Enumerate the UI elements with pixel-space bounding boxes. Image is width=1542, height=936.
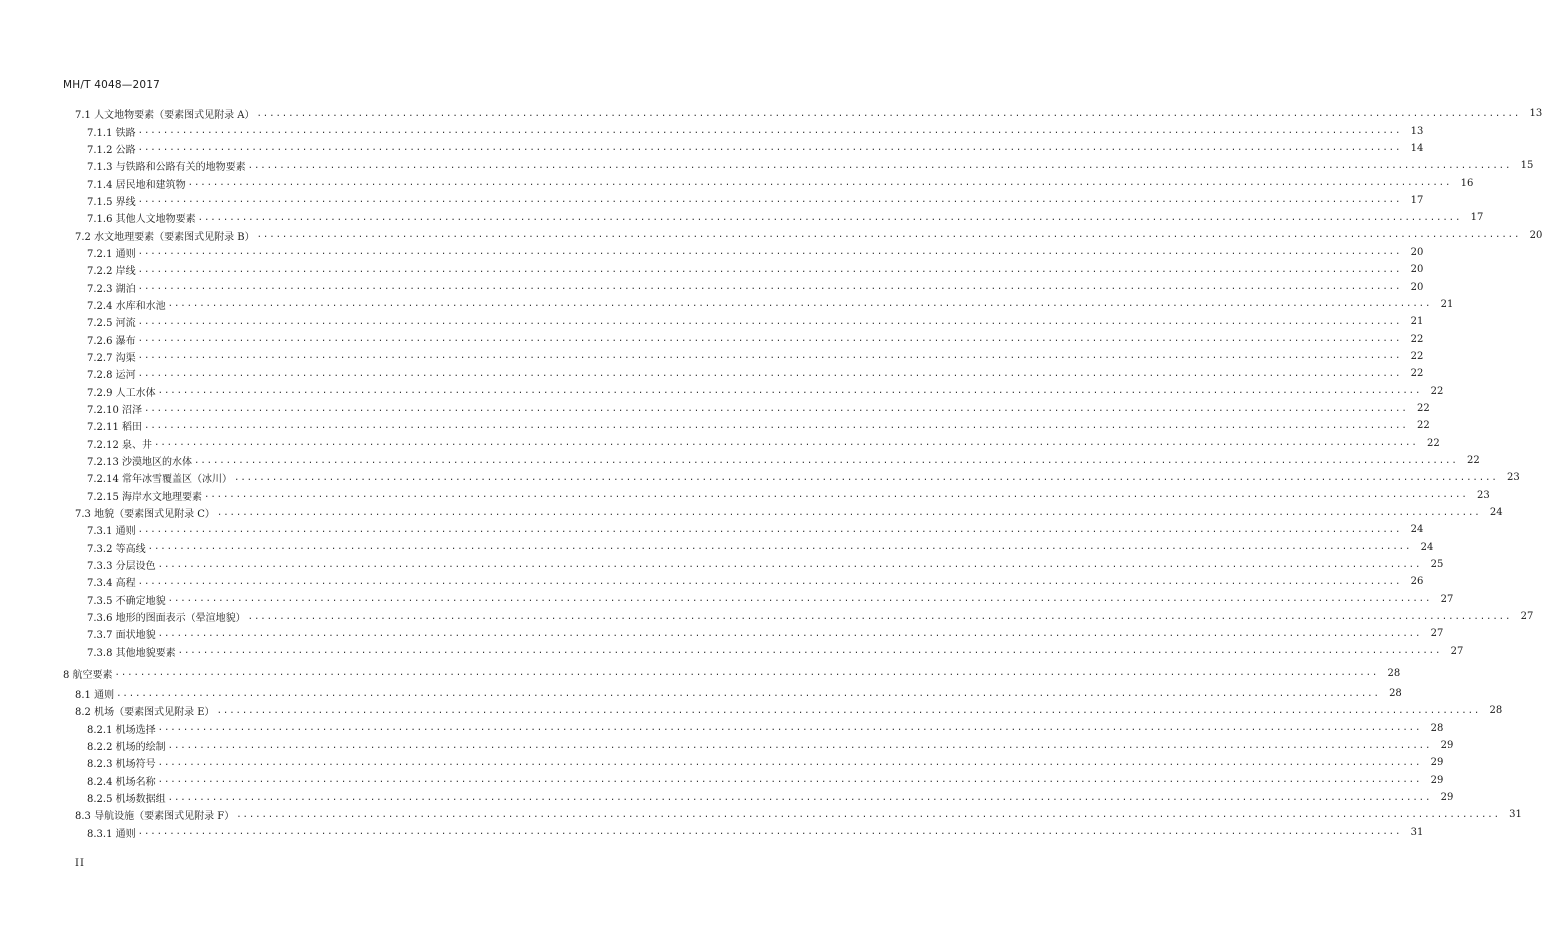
toc-entry-page: 16 [1460,177,1474,189]
toc-entry-title: 8 航空要素 [63,666,115,681]
toc-entry[interactable] [0,261,1424,278]
toc-entry-title: 7.2.6 瀑布 [87,332,138,347]
toc-entry[interactable] [0,400,1430,417]
toc-entry[interactable] [0,278,1424,295]
toc-entry[interactable] [0,105,1542,122]
table-of-contents [0,105,1542,841]
toc-entry-title: 7.3.6 地形的图面表示（晕渲地貌） [87,609,248,624]
toc-entry-title: 7.2.3 湖泊 [87,280,138,295]
toc-entry-page: 22 [1430,385,1444,397]
toc-entry[interactable] [0,789,1454,806]
toc-entry-title: 7.3.5 不确定地貌 [87,592,168,607]
toc-entry[interactable] [0,383,1444,400]
toc-entry-title: 7.2.15 海岸水文地理要素 [87,488,204,503]
toc-dot-leader: ........................................................................................................................................................................................................ [204,490,1468,501]
toc-entry-title: 8.2 机场（要素图式见附录 E） [75,703,217,718]
toc-entry-page: 29 [1440,792,1454,804]
toc-dot-leader: ........................................................................................................................................................................................................ [167,594,1432,605]
toc-dot-leader: ........................................................................................................................................................................................................ [236,809,1500,820]
toc-entry-page: 28 [1489,705,1503,717]
toc-entry-title: 7.2.5 河流 [87,314,138,329]
toc-entry[interactable] [0,330,1424,347]
toc-entry-page: 25 [1430,559,1444,571]
toc-dot-leader: ........................................................................................................................................................................................................ [194,455,1458,466]
toc-entry-title: 7.3.4 高程 [87,574,138,589]
toc-entry-page: 31 [1509,809,1522,821]
toc-dot-leader: ........................................................................................................................................................................................................ [157,723,1422,734]
toc-entry-title: 8.2.3 机场符号 [87,755,158,770]
toc-entry-title: 7.3 地貌（要素图式见附录 C） [75,505,217,520]
toc-entry-page: 22 [1426,437,1440,449]
toc-dot-leader: ........................................................................................................................................................................................................ [137,827,1402,838]
toc-entry-page: 28 [1430,722,1444,734]
toc-entry-title: 7.2.12 泉、井 [87,436,154,451]
toc-entry-page: 31 [1410,826,1424,838]
toc-dot-leader: ........................................................................................................................................................................................................ [256,230,1521,241]
toc-entry-title: 7.2.2 岸线 [87,262,138,277]
toc-entry-title: 7.3.3 分层设色 [87,557,158,572]
toc-entry-title: 7.2 水文地理要素（要素图式见附录 B） [75,228,257,243]
toc-dot-leader: ........................................................................................................................................................................................................ [114,668,1379,679]
toc-dot-leader: ........................................................................................................................................................................................................ [157,386,1422,397]
toc-entry-page: 21 [1410,316,1424,328]
toc-entry-title: 7.3.1 通则 [87,522,138,537]
toc-entry-title: 7.2.7 沟渠 [87,349,138,364]
toc-entry[interactable] [0,665,1401,682]
toc-entry[interactable] [0,720,1444,737]
toc-entry-page: 13 [1529,108,1542,120]
toc-entry-page: 20 [1410,281,1424,293]
toc-dot-leader: ........................................................................................................................................................................................................ [247,160,1512,171]
toc-dot-leader: ........................................................................................................................................................................................................ [157,775,1422,786]
toc-entry[interactable] [0,452,1480,469]
document-id: MH/T 4048—2017 [63,79,160,91]
toc-dot-leader: ........................................................................................................................................................................................................ [247,611,1512,622]
toc-entry-page: 27 [1520,611,1534,623]
toc-dot-leader: ........................................................................................................................................................................................................ [167,299,1432,310]
toc-entry-page: 26 [1410,576,1424,588]
toc-entry-title: 8.2.1 机场选择 [87,721,158,736]
toc-entry-title: 7.2.11 稻田 [87,418,144,433]
toc-entry[interactable] [0,556,1444,573]
toc-entry[interactable] [0,296,1454,313]
toc-dot-leader: ........................................................................................................................................................................................................ [256,108,1521,119]
toc-entry[interactable] [0,209,1484,226]
toc-entry[interactable] [0,313,1424,330]
toc-entry[interactable] [0,174,1474,191]
toc-entry-page: 28 [1387,667,1401,679]
toc-entry-title: 7.1.3 与铁路和公路有关的地物要素 [87,158,248,173]
toc-dot-leader: ........................................................................................................................................................................................................ [137,351,1402,362]
toc-entry-title: 7.2.14 常年冰雪覆盖区（冰川） [87,470,234,485]
toc-entry[interactable] [0,417,1430,434]
toc-entry-page: 20 [1410,264,1424,276]
toc-entry-page: 29 [1430,757,1444,769]
toc-entry-title: 7.2.8 运河 [87,366,138,381]
toc-dot-leader: ........................................................................................................................................................................................................ [187,178,1452,189]
toc-entry[interactable] [0,157,1534,174]
toc-entry-page: 22 [1416,420,1430,432]
toc-entry-title: 7.2.9 人工水体 [87,384,158,399]
toc-entry-page: 23 [1476,489,1490,501]
toc-dot-leader: ........................................................................................................................................................................................................ [137,334,1402,345]
toc-dot-leader: ........................................................................................................................................................................................................ [137,143,1402,154]
toc-entry-page: 27 [1450,645,1464,657]
toc-dot-leader: ........................................................................................................................................................................................................ [144,420,1408,431]
toc-entry-page: 28 [1389,688,1402,700]
toc-entry-page: 22 [1410,333,1424,345]
toc-dot-leader: ........................................................................................................................................................................................................ [144,403,1408,414]
toc-entry[interactable] [0,539,1434,556]
toc-entry-page: 24 [1489,507,1503,519]
toc-entry[interactable] [0,122,1424,139]
toc-dot-leader: ........................................................................................................................................................................................................ [167,740,1432,751]
toc-entry-page: 24 [1420,541,1434,553]
toc-entry-page: 17 [1410,194,1424,206]
toc-entry[interactable] [0,348,1424,365]
toc-entry[interactable] [0,435,1440,452]
toc-entry-page: 29 [1430,774,1444,786]
toc-entry-title: 7.3.8 其他地貌要素 [87,644,178,659]
toc-entry-title: 8.3.1 通则 [87,825,138,840]
toc-dot-leader: ........................................................................................................................................................................................................ [137,316,1402,327]
toc-entry[interactable] [0,521,1424,538]
toc-entry-title: 7.1.4 居民地和建筑物 [87,176,188,191]
toc-entry[interactable] [0,573,1424,590]
toc-entry[interactable] [0,685,1402,702]
toc-entry[interactable] [0,226,1542,243]
toc-entry-page: 22 [1410,368,1424,380]
toc-entry-title: 7.3.2 等高线 [87,540,148,555]
toc-entry[interactable] [0,591,1454,608]
toc-entry-page: 21 [1440,298,1454,310]
toc-entry-page: 20 [1410,246,1424,258]
toc-entry[interactable] [0,737,1454,754]
toc-dot-leader: ........................................................................................................................................................................................................ [216,507,1481,518]
toc-entry[interactable] [0,625,1444,642]
toc-entry-title: 8.3 导航设施（要素图式见附录 F） [75,807,236,822]
toc-entry-page: 23 [1506,472,1520,484]
toc-entry-page: 24 [1410,524,1424,536]
toc-entry-title: 7.2.10 沼泽 [87,401,144,416]
toc-dot-leader: ........................................................................................................................................................................................................ [137,195,1402,206]
toc-entry[interactable] [0,702,1503,719]
toc-entry-title: 8.1 通则 [75,686,116,701]
toc-entry[interactable] [0,824,1424,841]
toc-entry-page: 15 [1520,160,1534,172]
toc-dot-leader: ........................................................................................................................................................................................................ [157,559,1422,570]
toc-dot-leader: ........................................................................................................................................................................................................ [116,688,1380,699]
toc-dot-leader: ........................................................................................................................................................................................................ [137,576,1402,587]
toc-entry-title: 7.1 人文地物要素（要素图式见附录 A） [75,106,256,121]
toc-dot-leader: ........................................................................................................................................................................................................ [157,757,1422,768]
toc-entry-title: 7.1.2 公路 [87,141,138,156]
toc-entry-page: 14 [1410,142,1424,154]
toc-dot-leader: ........................................................................................................................................................................................................ [157,628,1422,639]
toc-entry-page: 27 [1430,628,1444,640]
toc-dot-leader: ........................................................................................................................................................................................................ [137,282,1402,293]
toc-entry-page: 22 [1410,350,1424,362]
toc-entry[interactable] [0,244,1424,261]
toc-entry-title: 7.2.13 沙漠地区的水体 [87,453,194,468]
toc-entry-title: 7.1.1 铁路 [87,124,138,139]
toc-entry-title: 8.2.2 机场的绘制 [87,738,168,753]
toc-entry-page: 17 [1470,212,1484,224]
toc-dot-leader: ........................................................................................................................................................................................................ [177,646,1442,657]
toc-dot-leader: ........................................................................................................................................................................................................ [137,247,1402,258]
page-number: II [75,858,85,869]
toc-dot-leader: ........................................................................................................................................................................................................ [167,792,1432,803]
toc-entry-page: 27 [1440,593,1454,605]
toc-entry-title: 7.2.1 通则 [87,245,138,260]
toc-entry-page: 22 [1466,455,1480,467]
toc-entry-page: 29 [1440,740,1454,752]
toc-dot-leader: ........................................................................................................................................................................................................ [234,472,1498,483]
toc-dot-leader: ........................................................................................................................................................................................................ [197,212,1462,223]
toc-entry-title: 8.2.4 机场名称 [87,773,158,788]
toc-entry-title: 8.2.5 机场数据组 [87,790,168,805]
toc-dot-leader: ........................................................................................................................................................................................................ [137,126,1402,137]
toc-dot-leader: ........................................................................................................................................................................................................ [154,438,1418,449]
toc-entry-page: 22 [1416,403,1430,415]
toc-entry[interactable] [0,608,1534,625]
toc-entry[interactable] [0,772,1444,789]
toc-entry[interactable] [0,487,1490,504]
toc-entry[interactable] [0,754,1444,771]
toc-entry-title: 7.1.5 界线 [87,193,138,208]
toc-entry-page: 13 [1410,125,1424,137]
toc-entry-title: 7.1.6 其他人文地物要素 [87,210,198,225]
toc-entry[interactable] [0,365,1424,382]
toc-dot-leader: ........................................................................................................................................................................................................ [147,542,1412,553]
toc-entry-title: 7.3.7 面状地貌 [87,626,158,641]
toc-entry-page: 20 [1529,229,1542,241]
toc-entry[interactable] [0,192,1424,209]
toc-dot-leader: ........................................................................................................................................................................................................ [137,368,1402,379]
toc-dot-leader: ........................................................................................................................................................................................................ [137,524,1402,535]
toc-dot-leader: ........................................................................................................................................................................................................ [216,705,1481,716]
toc-entry[interactable] [0,140,1424,157]
toc-entry[interactable] [0,469,1520,486]
toc-entry[interactable] [0,504,1503,521]
toc-dot-leader: ........................................................................................................................................................................................................ [137,264,1402,275]
toc-entry[interactable] [0,806,1522,823]
toc-entry[interactable] [0,643,1464,660]
toc-entry-title: 7.2.4 水库和水池 [87,297,168,312]
